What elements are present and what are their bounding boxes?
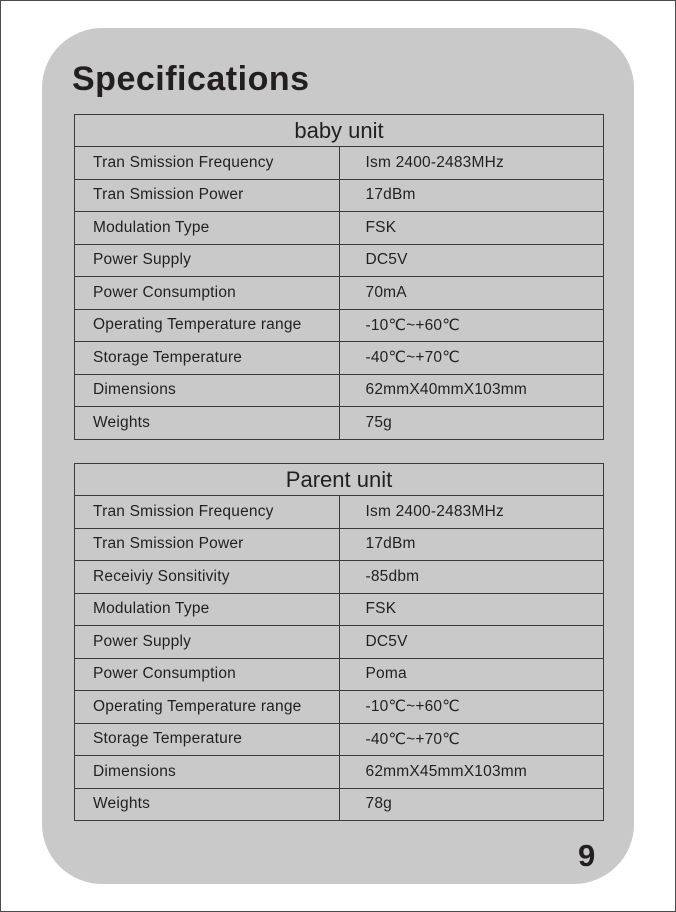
- spec-row: [75, 342, 604, 375]
- spec-row: [75, 561, 604, 594]
- spec-row: [75, 407, 604, 440]
- spec-value: 17dBm: [339, 528, 604, 561]
- spec-row: [75, 277, 604, 310]
- spec-row: [75, 528, 604, 561]
- spec-value: -85dbm: [339, 561, 604, 594]
- spec-label: Dimensions: [75, 374, 340, 407]
- spec-label: Weights: [75, 407, 340, 440]
- spec-label: Operating Temperature range: [75, 309, 340, 342]
- spec-label: Dimensions: [75, 756, 340, 789]
- spec-row: [75, 756, 604, 789]
- spec-value: 62mmX45mmX103mm: [339, 756, 604, 789]
- spec-value: DC5V: [339, 244, 604, 277]
- page-title: Specifications: [72, 60, 310, 98]
- spec-label: Tran Smission Frequency: [75, 496, 340, 529]
- spec-label: Power Supply: [75, 626, 340, 659]
- spec-label: Power Consumption: [75, 658, 340, 691]
- spec-row: [75, 496, 604, 529]
- spec-label: Power Consumption: [75, 277, 340, 310]
- spec-value: Ism 2400-2483MHz: [339, 496, 604, 529]
- spec-label: Weights: [75, 788, 340, 821]
- spec-label: Modulation Type: [75, 593, 340, 626]
- spec-label: Storage Temperature: [75, 723, 340, 756]
- spec-value: 62mmX40mmX103mm: [339, 374, 604, 407]
- page-number: 9: [578, 838, 596, 873]
- spec-value: -10℃~+60℃: [339, 309, 604, 342]
- spec-label: Tran Smission Power: [75, 179, 340, 212]
- spec-row: [75, 244, 604, 277]
- spec-value: -40℃~+70℃: [339, 342, 604, 375]
- spec-value: -40℃~+70℃: [339, 723, 604, 756]
- baby-unit-header: baby unit: [75, 115, 604, 147]
- spec-label: Modulation Type: [75, 212, 340, 245]
- spec-row: [75, 788, 604, 821]
- spec-value: 78g: [339, 788, 604, 821]
- spec-row: [75, 626, 604, 659]
- spec-row: [75, 147, 604, 180]
- spec-row: [75, 309, 604, 342]
- spec-row: [75, 723, 604, 756]
- parent-unit-spec-table: [74, 463, 604, 821]
- spec-label: Receiviy Sonsitivity: [75, 561, 340, 594]
- spec-value: 70mA: [339, 277, 604, 310]
- spec-label: Tran Smission Frequency: [75, 147, 340, 180]
- spec-row: [75, 179, 604, 212]
- spec-row: [75, 374, 604, 407]
- spec-value: 17dBm: [339, 179, 604, 212]
- spec-label: Tran Smission Power: [75, 528, 340, 561]
- spec-value: DC5V: [339, 626, 604, 659]
- spec-row: [75, 212, 604, 245]
- spec-value: 75g: [339, 407, 604, 440]
- spec-label: Power Supply: [75, 244, 340, 277]
- spec-row: [75, 593, 604, 626]
- spec-row: [75, 691, 604, 724]
- spec-label: Storage Temperature: [75, 342, 340, 375]
- spec-row: [75, 658, 604, 691]
- spec-value: Poma: [339, 658, 604, 691]
- spec-value: Ism 2400-2483MHz: [339, 147, 604, 180]
- spec-value: -10℃~+60℃: [339, 691, 604, 724]
- spec-value: FSK: [339, 593, 604, 626]
- spec-value: FSK: [339, 212, 604, 245]
- baby-unit-spec-table: [74, 114, 604, 440]
- parent-unit-header: Parent unit: [75, 464, 604, 496]
- spec-label: Operating Temperature range: [75, 691, 340, 724]
